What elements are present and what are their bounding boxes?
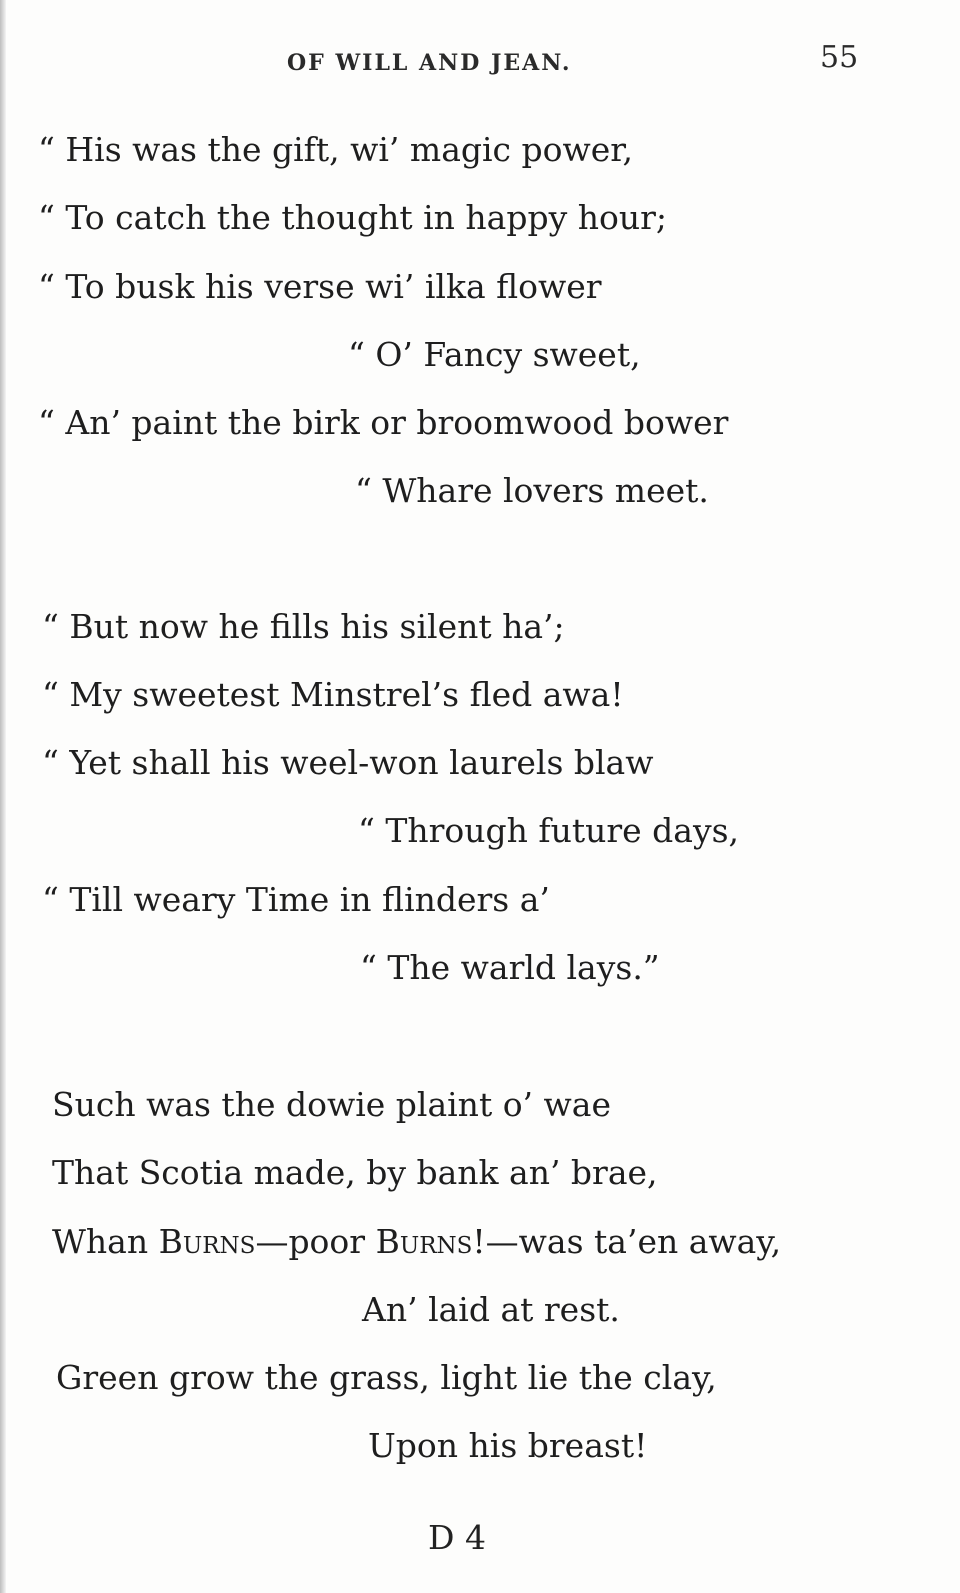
burns-name: Burns <box>158 1222 256 1261</box>
stanza2-line4: “ Through future days, <box>358 811 740 850</box>
stanza1-line6: “ Whare lovers meet. <box>355 471 709 510</box>
stanza2-line2: “ My sweetest Minstrel’s fled awa! <box>42 675 624 714</box>
stanza1-line5: “ An’ paint the birk or broomwood bower <box>38 403 729 442</box>
stanza3-line5: Green grow the grass, light lie the clay, <box>56 1358 717 1397</box>
stanza3-line3-text-a: Whan <box>52 1222 159 1261</box>
stanza2-line6: “ The warld lays.” <box>360 948 660 987</box>
stanza3-line6: Upon his breast! <box>368 1426 648 1465</box>
page-number: 55 <box>820 40 859 75</box>
stanza2-line5: “ Till weary Time in flinders a’ <box>42 880 550 919</box>
burns-name: Burns <box>375 1222 473 1261</box>
stanza3-line4: An’ laid at rest. <box>362 1290 620 1329</box>
page-gutter-shadow <box>0 0 6 1593</box>
stanza1-line2: “ To catch the thought in happy hour; <box>38 198 667 237</box>
stanza1-line1: “ His was the gift, wi’ magic power, <box>38 130 633 169</box>
running-head: OF WILL AND JEAN. <box>287 50 572 76</box>
stanza3-line1: Such was the dowie plaint o’ wae <box>52 1085 611 1124</box>
signature-mark: D 4 <box>428 1518 486 1557</box>
stanza3-line3 <box>52 1222 781 1262</box>
stanza2-line1: “ But now he fills his silent ha’; <box>42 607 565 646</box>
stanza3-line3-text-c: !—was ta’en away, <box>472 1222 782 1261</box>
stanza2-line3: “ Yet shall his weel-won laurels blaw <box>42 743 654 782</box>
stanza1-line3: “ To busk his verse wi’ ilka flower <box>38 267 602 306</box>
stanza1-line4: “ O’ Fancy sweet, <box>348 335 641 374</box>
stanza3-line3-text-b: —poor <box>255 1222 376 1261</box>
stanza3-line2: That Scotia made, by bank an’ brae, <box>52 1153 658 1192</box>
